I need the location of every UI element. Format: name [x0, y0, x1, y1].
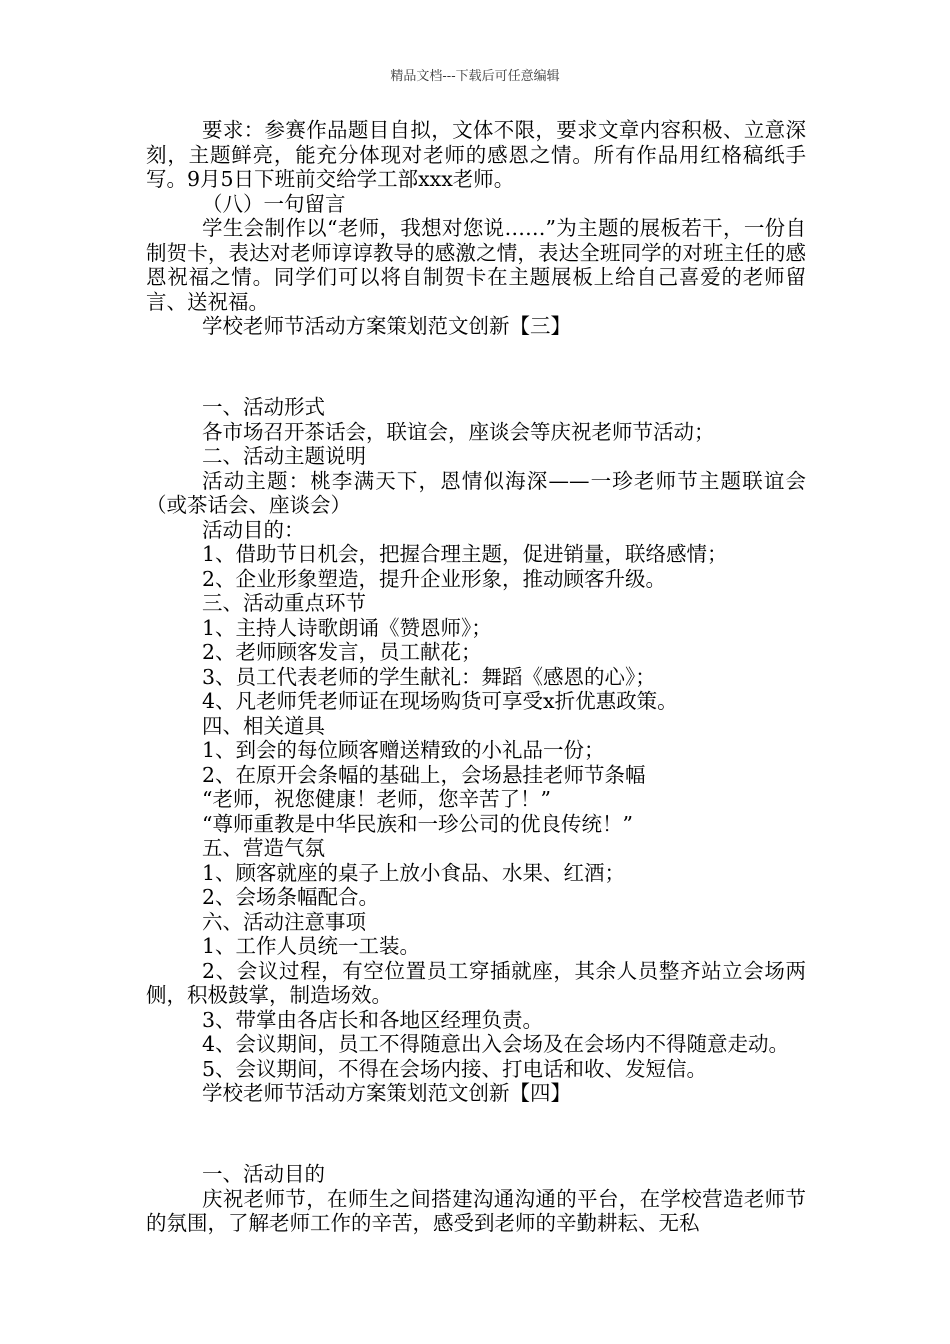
text-line: 2、老师顾客发言，员工献花；	[202, 640, 482, 664]
text-line: 4、凡老师凭老师证在现场购货可享受x折优惠政策。	[202, 689, 678, 713]
text-line: 1、工作人员统一工装。	[202, 934, 421, 958]
text-line: 2、在原开会条幅的基础上，会场悬挂老师节条幅	[202, 762, 646, 787]
text-line: 一、活动目的	[202, 1162, 325, 1186]
paragraph: 活动主题：桃李满天下，恩情似海深——一珍老师节主题联谊会（或茶话会、座谈会）	[146, 468, 806, 517]
paragraph: 4、会议期间，员工不得随意出入会场及在会场内不得随意走动。	[202, 1032, 790, 1056]
text-line: “尊师重教是中华民族和一珍公司的优良传统！”	[202, 811, 633, 836]
text-line: 5、会议期间，不得在会场内接、打电话和收、发短信。	[202, 1056, 708, 1081]
blank-line	[146, 355, 806, 380]
text-line: 3、员工代表老师的学生献礼：舞蹈《感恩的心》；	[202, 664, 656, 689]
text-line: 2、企业形象塑造，提升企业形象，推动顾客升级。	[202, 566, 667, 591]
text-line: 1、借助节日机会，把握合理主题，促进销量，联络感情；	[202, 542, 728, 566]
text-line: 二、活动主题说明	[202, 444, 366, 468]
paragraph: 2、会议过程，有空位置员工穿插就座，其余人员整齐站立会场两侧，积极鼓掌，制造场效。	[146, 958, 806, 1007]
paragraph: 学生会制作以“老师，我想对您说……”为主题的展板若干，一份自制贺卡，表达对老师谆谆教导的感激之情，表达全班同学的对班主任的感恩祝福之情。同学们可以将自制贺卡在主题展板上给自己喜爱的老师留言、送祝福。	[146, 216, 806, 314]
text-line: 五、营造气氛	[202, 836, 325, 860]
paragraph: 庆祝老师节，在师生之间搭建沟通沟通的平台，在学校营造老师节的氛围，了解老师工作的辛苦，感受到老师的辛勤耕耘、无私	[146, 1186, 806, 1235]
text-line: （八）一句留言	[202, 191, 346, 216]
text-line: “老师，祝您健康！老师，您辛苦了！”	[202, 787, 551, 811]
text-line: 学校老师节活动方案策划范文创新【四】	[202, 1081, 571, 1105]
blank-line	[146, 1122, 806, 1147]
text-line: 1、到会的每位顾客赠送精致的小礼品一份；	[202, 738, 605, 762]
page-header: 精品文档---下载后可任意编辑	[390, 69, 560, 84]
text-line: 四、相关道具	[202, 713, 325, 738]
paragraph: 要求：参赛作品题目自拟，文体不限，要求文章内容积极、立意深刻，主题鲜亮，能充分体现对老师的感恩之情。所有作品用红格稿纸手写。9月5日下班前交给学工部xxx老师。	[146, 118, 806, 191]
text-line: 学校老师节活动方案策划范文创新【三】	[202, 314, 571, 338]
text-line: 一、活动形式	[202, 395, 325, 419]
text-line: 各市场召开茶话会，联谊会，座谈会等庆祝老师节活动；	[202, 419, 715, 444]
text-line: 1、主持人诗歌朗诵《赞恩师》；	[202, 615, 492, 640]
text-line: 活动目的：	[202, 517, 305, 542]
text-line: 2、会场条幅配合。	[202, 885, 380, 909]
text-line: 3、带掌由各店长和各地区经理负责。	[202, 1007, 544, 1032]
text-line: 三、活动重点环节	[202, 591, 366, 615]
document-body	[146, 118, 806, 1236]
text-line: 1、顾客就座的桌子上放小食品、水果、红酒；	[202, 860, 626, 885]
text-line: 六、活动注意事项	[202, 909, 366, 934]
